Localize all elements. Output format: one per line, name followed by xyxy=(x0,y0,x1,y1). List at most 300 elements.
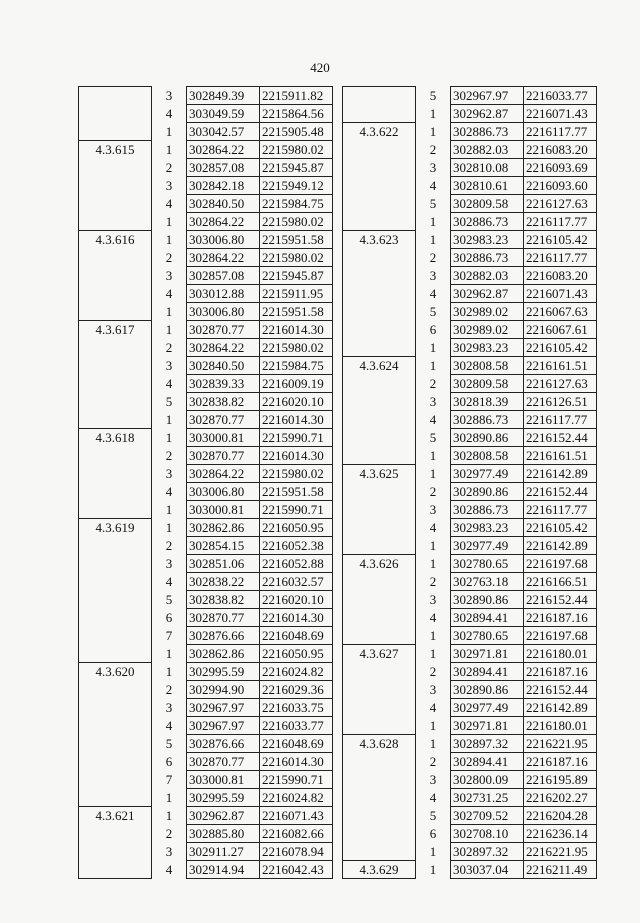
table-row xyxy=(343,519,597,537)
parcel-id-cell xyxy=(79,573,152,591)
table-row xyxy=(343,159,597,177)
y-coordinate-cell: 2216117.77 xyxy=(524,123,597,141)
parcel-id-cell xyxy=(79,411,152,429)
parcel-id-cell xyxy=(343,321,416,339)
parcel-id-cell xyxy=(79,717,152,735)
y-coordinate-cell: 2216024.82 xyxy=(260,789,333,807)
x-coordinate-cell: 302870.77 xyxy=(187,411,260,429)
y-coordinate-cell: 2216014.30 xyxy=(260,753,333,771)
x-coordinate-cell: 303000.81 xyxy=(187,429,260,447)
point-number-cell: 1 xyxy=(416,843,451,861)
y-coordinate-cell: 2216050.95 xyxy=(260,645,333,663)
x-coordinate-cell: 302962.87 xyxy=(451,285,524,303)
y-coordinate-cell: 2216105.42 xyxy=(524,519,597,537)
parcel-id-cell xyxy=(343,609,416,627)
x-coordinate-cell: 302810.08 xyxy=(451,159,524,177)
table-row xyxy=(343,447,597,465)
y-coordinate-cell: 2216082.66 xyxy=(260,825,333,843)
table-row xyxy=(343,213,597,231)
y-coordinate-cell: 2216083.20 xyxy=(524,267,597,285)
x-coordinate-cell: 303037.04 xyxy=(451,861,524,879)
y-coordinate-cell: 2216202.27 xyxy=(524,789,597,807)
y-coordinate-cell: 2216067.61 xyxy=(524,321,597,339)
table-row xyxy=(79,591,333,609)
x-coordinate-cell: 302840.50 xyxy=(187,195,260,213)
y-coordinate-cell: 2215980.02 xyxy=(260,249,333,267)
table-row xyxy=(79,177,333,195)
table-row xyxy=(343,393,597,411)
parcel-id-cell xyxy=(343,537,416,555)
table-row xyxy=(343,681,597,699)
x-coordinate-cell: 302885.80 xyxy=(187,825,260,843)
table-row xyxy=(343,267,597,285)
y-coordinate-cell: 2216127.63 xyxy=(524,375,597,393)
point-number-cell: 3 xyxy=(416,393,451,411)
parcel-id-cell xyxy=(343,249,416,267)
parcel-id-cell xyxy=(79,753,152,771)
y-coordinate-cell: 2216197.68 xyxy=(524,627,597,645)
point-number-cell: 1 xyxy=(416,231,451,249)
parcel-id-cell xyxy=(343,303,416,321)
parcel-id-cell xyxy=(343,681,416,699)
y-coordinate-cell: 2216014.30 xyxy=(260,609,333,627)
x-coordinate-cell: 302864.22 xyxy=(187,339,260,357)
y-coordinate-cell: 2216024.82 xyxy=(260,663,333,681)
x-coordinate-cell: 302977.49 xyxy=(451,465,524,483)
y-coordinate-cell: 2216117.77 xyxy=(524,213,597,231)
point-number-cell: 2 xyxy=(152,249,187,267)
parcel-id-cell xyxy=(343,825,416,843)
point-number-cell: 5 xyxy=(416,195,451,213)
table-row xyxy=(343,735,597,753)
coordinates-table-right xyxy=(342,86,597,879)
point-number-cell: 3 xyxy=(416,159,451,177)
table-row xyxy=(79,519,333,537)
point-number-cell: 5 xyxy=(152,735,187,753)
parcel-id-cell xyxy=(343,339,416,357)
x-coordinate-cell: 302709.52 xyxy=(451,807,524,825)
point-number-cell: 1 xyxy=(416,339,451,357)
y-coordinate-cell: 2216117.77 xyxy=(524,411,597,429)
table-row xyxy=(79,627,333,645)
table-row xyxy=(343,807,597,825)
parcel-id-cell xyxy=(343,195,416,213)
parcel-id-cell xyxy=(79,483,152,501)
point-number-cell: 3 xyxy=(152,843,187,861)
x-coordinate-cell: 303000.81 xyxy=(187,771,260,789)
parcel-id-cell xyxy=(79,591,152,609)
x-coordinate-cell: 302967.97 xyxy=(187,699,260,717)
point-number-cell: 1 xyxy=(416,447,451,465)
point-number-cell: 4 xyxy=(416,177,451,195)
x-coordinate-cell: 303006.80 xyxy=(187,303,260,321)
table-row xyxy=(79,645,333,663)
x-coordinate-cell: 302886.73 xyxy=(451,501,524,519)
parcel-id-cell xyxy=(343,753,416,771)
parcel-id-cell xyxy=(343,159,416,177)
table-row xyxy=(343,123,597,141)
x-coordinate-cell: 302971.81 xyxy=(451,645,524,663)
x-coordinate-cell: 302763.18 xyxy=(451,573,524,591)
table-row xyxy=(79,681,333,699)
table-row xyxy=(343,771,597,789)
parcel-id-cell xyxy=(343,393,416,411)
x-coordinate-cell: 302864.22 xyxy=(187,249,260,267)
table-row xyxy=(79,285,333,303)
parcel-id-cell xyxy=(343,663,416,681)
x-coordinate-cell: 302876.66 xyxy=(187,627,260,645)
parcel-id-cell xyxy=(343,807,416,825)
y-coordinate-cell: 2216093.69 xyxy=(524,159,597,177)
parcel-id-cell xyxy=(343,771,416,789)
point-number-cell: 1 xyxy=(416,861,451,879)
point-number-cell: 4 xyxy=(416,699,451,717)
point-number-cell: 3 xyxy=(152,87,187,105)
table-row xyxy=(343,177,597,195)
table-row xyxy=(343,861,597,879)
point-number-cell: 2 xyxy=(416,249,451,267)
parcel-id-cell xyxy=(79,159,152,177)
table-row xyxy=(343,645,597,663)
parcel-id-cell xyxy=(79,195,152,213)
table-row xyxy=(79,807,333,825)
table-row xyxy=(79,339,333,357)
table-row xyxy=(79,501,333,519)
point-number-cell: 5 xyxy=(416,807,451,825)
y-coordinate-cell: 2216180.01 xyxy=(524,645,597,663)
x-coordinate-cell: 302971.81 xyxy=(451,717,524,735)
y-coordinate-cell: 2216105.42 xyxy=(524,339,597,357)
parcel-id-cell: 4.3.629 xyxy=(343,861,416,879)
parcel-id-cell xyxy=(343,213,416,231)
y-coordinate-cell: 2215945.87 xyxy=(260,159,333,177)
x-coordinate-cell: 302808.58 xyxy=(451,447,524,465)
table-row xyxy=(343,249,597,267)
point-number-cell: 1 xyxy=(152,645,187,663)
x-coordinate-cell: 302851.06 xyxy=(187,555,260,573)
y-coordinate-cell: 2216187.16 xyxy=(524,663,597,681)
point-number-cell: 4 xyxy=(152,105,187,123)
parcel-id-cell: 4.3.621 xyxy=(79,807,152,825)
point-number-cell: 1 xyxy=(152,231,187,249)
parcel-id-cell xyxy=(79,789,152,807)
point-number-cell: 7 xyxy=(152,627,187,645)
point-number-cell: 4 xyxy=(152,861,187,879)
parcel-id-cell: 4.3.622 xyxy=(343,123,416,141)
table-row xyxy=(79,843,333,861)
table-row xyxy=(343,825,597,843)
table-row xyxy=(79,321,333,339)
parcel-id-cell xyxy=(79,861,152,879)
y-coordinate-cell: 2216197.68 xyxy=(524,555,597,573)
parcel-id-cell xyxy=(79,123,152,141)
table-row xyxy=(343,789,597,807)
point-number-cell: 3 xyxy=(416,591,451,609)
table-row xyxy=(343,141,597,159)
x-coordinate-cell: 302862.86 xyxy=(187,645,260,663)
y-coordinate-cell: 2216236.14 xyxy=(524,825,597,843)
x-coordinate-cell: 302809.58 xyxy=(451,195,524,213)
table-row xyxy=(343,843,597,861)
table-row xyxy=(79,141,333,159)
x-coordinate-cell: 302886.73 xyxy=(451,249,524,267)
point-number-cell: 4 xyxy=(152,573,187,591)
parcel-id-cell xyxy=(79,735,152,753)
y-coordinate-cell: 2216161.51 xyxy=(524,447,597,465)
y-coordinate-cell: 2216020.10 xyxy=(260,393,333,411)
y-coordinate-cell: 2216020.10 xyxy=(260,591,333,609)
y-coordinate-cell: 2216052.88 xyxy=(260,555,333,573)
point-number-cell: 4 xyxy=(152,483,187,501)
y-coordinate-cell: 2216052.38 xyxy=(260,537,333,555)
y-coordinate-cell: 2216029.36 xyxy=(260,681,333,699)
y-coordinate-cell: 2216071.43 xyxy=(260,807,333,825)
x-coordinate-cell: 302894.41 xyxy=(451,753,524,771)
point-number-cell: 4 xyxy=(416,411,451,429)
x-coordinate-cell: 302897.32 xyxy=(451,843,524,861)
parcel-id-cell xyxy=(79,357,152,375)
parcel-id-cell xyxy=(79,627,152,645)
table-row xyxy=(343,411,597,429)
parcel-id-cell xyxy=(79,339,152,357)
y-coordinate-cell: 2216142.89 xyxy=(524,465,597,483)
y-coordinate-cell: 2216187.16 xyxy=(524,609,597,627)
y-coordinate-cell: 2216126.51 xyxy=(524,393,597,411)
x-coordinate-cell: 302864.22 xyxy=(187,213,260,231)
point-number-cell: 1 xyxy=(416,105,451,123)
table-row xyxy=(79,267,333,285)
table-row xyxy=(343,699,597,717)
y-coordinate-cell: 2215911.95 xyxy=(260,285,333,303)
y-coordinate-cell: 2216195.89 xyxy=(524,771,597,789)
y-coordinate-cell: 2216221.95 xyxy=(524,735,597,753)
point-number-cell: 1 xyxy=(416,213,451,231)
point-number-cell: 3 xyxy=(416,771,451,789)
table-row xyxy=(79,573,333,591)
y-coordinate-cell: 2216117.77 xyxy=(524,501,597,519)
y-coordinate-cell: 2215951.58 xyxy=(260,303,333,321)
x-coordinate-cell: 302870.77 xyxy=(187,447,260,465)
y-coordinate-cell: 2216105.42 xyxy=(524,231,597,249)
point-number-cell: 4 xyxy=(152,195,187,213)
parcel-id-cell xyxy=(79,771,152,789)
parcel-id-cell xyxy=(79,87,152,105)
parcel-id-cell: 4.3.619 xyxy=(79,519,152,537)
point-number-cell: 3 xyxy=(152,555,187,573)
y-coordinate-cell: 2216071.43 xyxy=(524,285,597,303)
x-coordinate-cell: 302864.22 xyxy=(187,141,260,159)
point-number-cell: 3 xyxy=(152,699,187,717)
y-coordinate-cell: 2216014.30 xyxy=(260,447,333,465)
x-coordinate-cell: 302870.77 xyxy=(187,321,260,339)
parcel-id-cell xyxy=(79,501,152,519)
point-number-cell: 4 xyxy=(416,285,451,303)
y-coordinate-cell: 2216127.63 xyxy=(524,195,597,213)
parcel-id-cell: 4.3.623 xyxy=(343,231,416,249)
y-coordinate-cell: 2215984.75 xyxy=(260,357,333,375)
y-coordinate-cell: 2215980.02 xyxy=(260,141,333,159)
table-row xyxy=(343,231,597,249)
parcel-id-cell xyxy=(343,501,416,519)
x-coordinate-cell: 302894.41 xyxy=(451,609,524,627)
parcel-id-cell xyxy=(343,285,416,303)
parcel-id-cell xyxy=(79,537,152,555)
table-row xyxy=(343,663,597,681)
y-coordinate-cell: 2216142.89 xyxy=(524,699,597,717)
x-coordinate-cell: 303042.57 xyxy=(187,123,260,141)
table-row xyxy=(343,717,597,735)
point-number-cell: 1 xyxy=(152,411,187,429)
x-coordinate-cell: 303006.80 xyxy=(187,231,260,249)
parcel-id-cell xyxy=(79,681,152,699)
point-number-cell: 2 xyxy=(152,339,187,357)
parcel-id-cell xyxy=(79,177,152,195)
y-coordinate-cell: 2216083.20 xyxy=(524,141,597,159)
x-coordinate-cell: 303049.59 xyxy=(187,105,260,123)
y-coordinate-cell: 2215911.82 xyxy=(260,87,333,105)
parcel-id-cell xyxy=(343,447,416,465)
parcel-id-cell xyxy=(343,141,416,159)
parcel-id-cell xyxy=(79,285,152,303)
x-coordinate-cell: 302886.73 xyxy=(451,411,524,429)
x-coordinate-cell: 302897.32 xyxy=(451,735,524,753)
point-number-cell: 1 xyxy=(416,735,451,753)
x-coordinate-cell: 302809.58 xyxy=(451,375,524,393)
x-coordinate-cell: 302731.25 xyxy=(451,789,524,807)
x-coordinate-cell: 302989.02 xyxy=(451,303,524,321)
parcel-id-cell xyxy=(343,843,416,861)
point-number-cell: 1 xyxy=(416,717,451,735)
point-number-cell: 1 xyxy=(152,213,187,231)
point-number-cell: 4 xyxy=(416,519,451,537)
x-coordinate-cell: 302983.23 xyxy=(451,231,524,249)
point-number-cell: 2 xyxy=(416,141,451,159)
table-row xyxy=(343,195,597,213)
table-row xyxy=(79,213,333,231)
x-coordinate-cell: 302780.65 xyxy=(451,627,524,645)
table-row xyxy=(79,537,333,555)
point-number-cell: 4 xyxy=(152,375,187,393)
parcel-id-cell xyxy=(343,573,416,591)
table-row xyxy=(79,447,333,465)
x-coordinate-cell: 302890.86 xyxy=(451,681,524,699)
y-coordinate-cell: 2215905.48 xyxy=(260,123,333,141)
x-coordinate-cell: 302967.97 xyxy=(187,717,260,735)
parcel-id-cell xyxy=(79,393,152,411)
y-coordinate-cell: 2216009.19 xyxy=(260,375,333,393)
x-coordinate-cell: 302870.77 xyxy=(187,753,260,771)
point-number-cell: 1 xyxy=(416,357,451,375)
x-coordinate-cell: 302857.08 xyxy=(187,159,260,177)
point-number-cell: 2 xyxy=(152,681,187,699)
point-number-cell: 1 xyxy=(152,141,187,159)
parcel-id-cell xyxy=(79,843,152,861)
point-number-cell: 5 xyxy=(416,303,451,321)
x-coordinate-cell: 302838.82 xyxy=(187,393,260,411)
point-number-cell: 2 xyxy=(152,537,187,555)
table-row xyxy=(79,825,333,843)
point-number-cell: 3 xyxy=(416,681,451,699)
y-coordinate-cell: 2215980.02 xyxy=(260,213,333,231)
x-coordinate-cell: 302962.87 xyxy=(451,105,524,123)
parcel-id-cell xyxy=(79,267,152,285)
point-number-cell: 7 xyxy=(152,771,187,789)
parcel-id-cell xyxy=(343,177,416,195)
point-number-cell: 3 xyxy=(152,267,187,285)
parcel-id-cell xyxy=(343,699,416,717)
table-row xyxy=(79,195,333,213)
y-coordinate-cell: 2215949.12 xyxy=(260,177,333,195)
table-row xyxy=(79,231,333,249)
table-row xyxy=(79,303,333,321)
y-coordinate-cell: 2216014.30 xyxy=(260,321,333,339)
point-number-cell: 4 xyxy=(152,717,187,735)
y-coordinate-cell: 2216152.44 xyxy=(524,483,597,501)
parcel-id-cell xyxy=(79,645,152,663)
y-coordinate-cell: 2215864.56 xyxy=(260,105,333,123)
x-coordinate-cell: 302914.94 xyxy=(187,861,260,879)
y-coordinate-cell: 2216166.51 xyxy=(524,573,597,591)
parcel-id-cell xyxy=(79,213,152,231)
parcel-id-cell: 4.3.624 xyxy=(343,357,416,375)
table-row xyxy=(343,357,597,375)
table-row xyxy=(79,357,333,375)
table-row xyxy=(79,699,333,717)
parcel-id-cell xyxy=(343,411,416,429)
point-number-cell: 1 xyxy=(152,321,187,339)
point-number-cell: 3 xyxy=(152,177,187,195)
x-coordinate-cell: 302838.82 xyxy=(187,591,260,609)
y-coordinate-cell: 2216033.77 xyxy=(524,87,597,105)
x-coordinate-cell: 302995.59 xyxy=(187,663,260,681)
point-number-cell: 5 xyxy=(416,87,451,105)
x-coordinate-cell: 302876.66 xyxy=(187,735,260,753)
table-row xyxy=(343,591,597,609)
x-coordinate-cell: 302911.27 xyxy=(187,843,260,861)
point-number-cell: 6 xyxy=(416,321,451,339)
y-coordinate-cell: 2216042.43 xyxy=(260,861,333,879)
y-coordinate-cell: 2215990.71 xyxy=(260,501,333,519)
table-row xyxy=(79,393,333,411)
x-coordinate-cell: 302886.73 xyxy=(451,213,524,231)
point-number-cell: 1 xyxy=(416,555,451,573)
table-row xyxy=(79,87,333,105)
y-coordinate-cell: 2216221.95 xyxy=(524,843,597,861)
point-number-cell: 6 xyxy=(152,609,187,627)
y-coordinate-cell: 2216014.30 xyxy=(260,411,333,429)
point-number-cell: 2 xyxy=(416,375,451,393)
x-coordinate-cell: 302857.08 xyxy=(187,267,260,285)
table-row xyxy=(343,321,597,339)
parcel-id-cell xyxy=(343,789,416,807)
x-coordinate-cell: 302780.65 xyxy=(451,555,524,573)
parcel-id-cell xyxy=(343,519,416,537)
x-coordinate-cell: 303006.80 xyxy=(187,483,260,501)
table-row xyxy=(79,663,333,681)
table-row xyxy=(79,483,333,501)
coordinates-table-left xyxy=(78,86,333,879)
point-number-cell: 3 xyxy=(416,267,451,285)
parcel-id-cell: 4.3.625 xyxy=(343,465,416,483)
point-number-cell: 4 xyxy=(416,609,451,627)
y-coordinate-cell: 2215984.75 xyxy=(260,195,333,213)
x-coordinate-cell: 302977.49 xyxy=(451,699,524,717)
table-row xyxy=(343,105,597,123)
y-coordinate-cell: 2216048.69 xyxy=(260,627,333,645)
point-number-cell: 1 xyxy=(152,789,187,807)
table-row xyxy=(343,375,597,393)
table-row xyxy=(343,609,597,627)
